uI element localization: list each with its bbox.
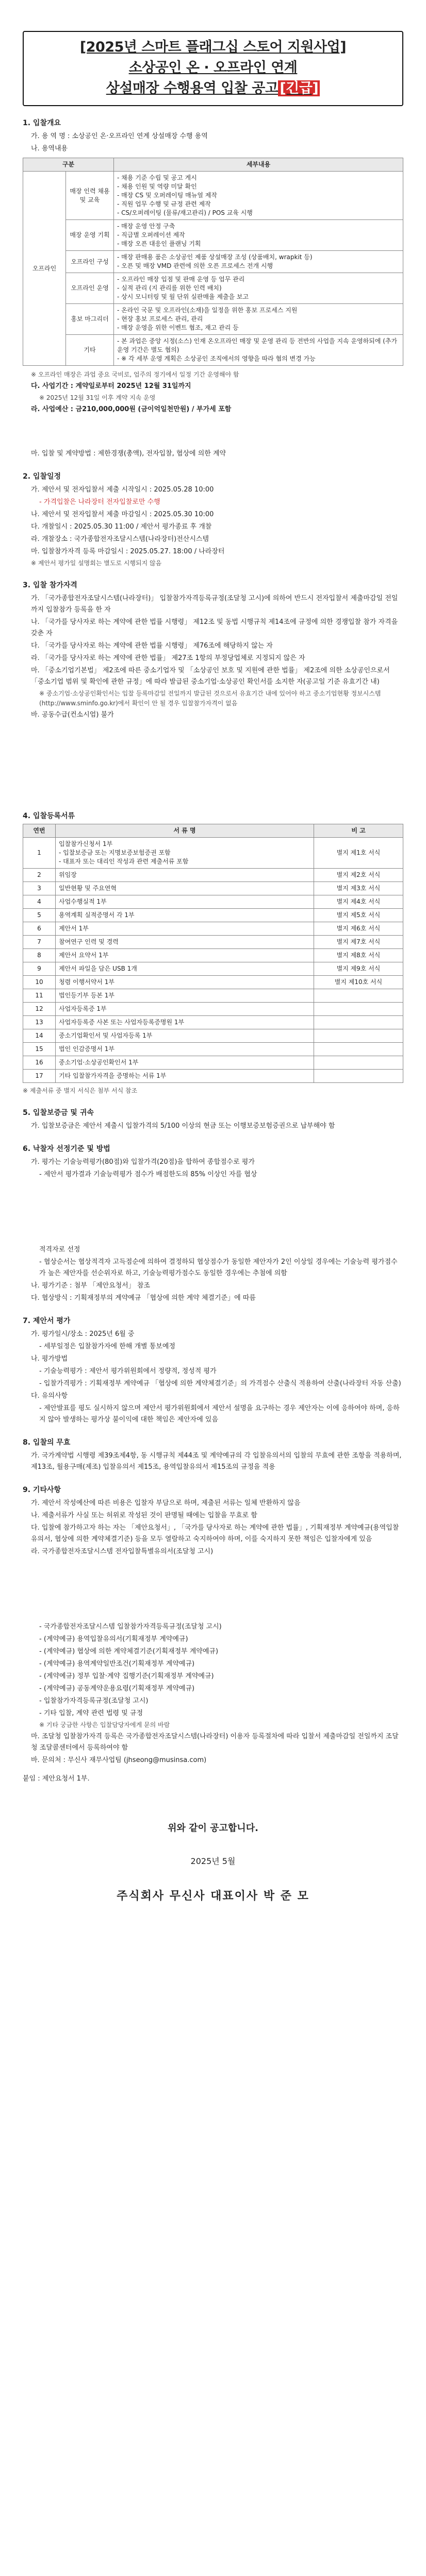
scope-row-detail: - 매장 판매용 품은 소상공인 제품 상설매장 조성 (상품배치, wrapkit 등) - 오픈 및 매장 VMD 관련에 의한 오픈 프로세스 전개 시행	[114, 251, 403, 273]
doc-note: 별지 제3호 서식	[314, 882, 403, 895]
table-row	[23, 1056, 403, 1070]
footer-confirm: 위와 같이 공고합니다.	[168, 1823, 258, 1834]
doc-note	[314, 1029, 403, 1043]
doc-note: 별지 제10호 서식	[314, 976, 403, 989]
doc-no: 9	[23, 962, 56, 976]
doc-name: 용역계획 실적증명서 각 1부	[56, 909, 314, 922]
doc-name: 참여연구 인력 및 경력	[56, 936, 314, 949]
selection-item: 적격자로 선정	[39, 1246, 80, 1253]
reference-item: - (계약예규) 용역계약일반조건(기획재정부 계약예규)	[39, 1660, 195, 1668]
selection-item: 다. 협상방식 : 기획재정부의 계약예규 「협상에 의한 계약 체결기준」에 따름	[31, 1294, 256, 1302]
section-eligibility	[23, 580, 403, 721]
doc-note	[314, 1003, 403, 1016]
doc-no: 1	[23, 838, 56, 869]
title-line-3	[29, 78, 397, 99]
reference-item: - 입찰참가자격등록규정(조달청 고시)	[39, 1697, 149, 1705]
doc-note: 별지 제8호 서식	[314, 949, 403, 962]
doc-no: 4	[23, 895, 56, 909]
doc-name: 사업자등록증 1부	[56, 1003, 314, 1016]
section-misc	[23, 1484, 403, 1557]
table-row	[23, 989, 403, 1003]
doc-note: 별지 제1호 서식	[314, 838, 403, 869]
eligibility-item: 바. 공동수급(컨소시엄) 불가	[31, 711, 114, 719]
misc-item: 다. 입찰에 참가하고자 하는 자는 「제안요청서」, 「국가를 당사자로 하는 계약에 관한 법률」, 기획재정부 계약예규(용역입찰유의서, 협상에 의한 계약체결기준) 등을 모두 열람하고 숙지하여야 하며, 이를 숙지하지 못한 책임은 입찰자에게 있음	[31, 1524, 399, 1543]
doc-no: 16	[23, 1056, 56, 1070]
schedule-item: 마. 입찰참가자격 등록 마감일시 : 2025.05.27. 18:00 / 나라장터	[31, 548, 225, 555]
doc-no: 17	[23, 1070, 56, 1083]
table-row	[23, 1043, 403, 1056]
doc-name: 법인 인감증명서 1부	[56, 1043, 314, 1056]
doc-no: 10	[23, 976, 56, 989]
scope-row-label: 매장 인력 채용 및 교육	[66, 172, 114, 220]
overview-note: ※ 오프라인 매장은 과업 중요 국비로, 업주의 정기에서 일정 기간 운영해야 함	[31, 371, 239, 378]
reference-item: - (계약예규) 용역입찰유의서(기획재정부 계약예규)	[39, 1635, 188, 1643]
scope-row-label: 오프라인 구성	[66, 251, 114, 273]
section-schedule	[23, 471, 403, 568]
section-heading: 3. 입찰 참가자격	[23, 581, 77, 589]
table-row	[23, 1029, 403, 1043]
misc-item: 나. 제출서류가 사실 또는 허위로 작성된 것이 판명될 때에는 입찰을 무효로 함	[31, 1512, 257, 1519]
overview-period: 다. 사업기간 : 계약일로부터 2025년 12월 31일까지	[31, 382, 191, 390]
table-row	[23, 1003, 403, 1016]
table-row	[23, 936, 403, 949]
table-row	[23, 1070, 403, 1083]
selection-item: 가. 평가는 기술능력평가(80점)와 입찰가격(20점)을 합하여 종합점수로 평가	[31, 1158, 255, 1166]
doc-no: 6	[23, 922, 56, 936]
reference-item: - 국가종합전자조달시스템 입찰참가자격등록규정(조달청 고시)	[39, 1623, 222, 1631]
doc-note	[314, 989, 403, 1003]
eligibility-item: 다. 「국가를 당사자로 하는 계약에 관한 법률 시행령」 제76조에 해당하지 않는 자	[31, 642, 273, 650]
reference-item: - (계약예규) 공동계약운용요령(기획재정부 계약예규)	[39, 1685, 195, 1692]
table-row	[23, 869, 403, 882]
reference-item: - (계약예규) 정부 입찰·계약 집행기준(기획재정부 계약예규)	[39, 1672, 214, 1680]
doc-note: 별지 제6호 서식	[314, 922, 403, 936]
evaluation-item: 가. 평가일시/장소 : 2025년 6월 중	[31, 1330, 135, 1338]
invalid-item: 가. 국가계약법 시행령 제39조제4항, 동 시행규칙 제44조 및 계약예규의 각 입찰유의서의 입찰의 무효에 관한 조항을 적용하며, 제13조, 월용구매(제조) 입찰유의서 제15조, 용역입찰유의서 제15조의 규정을 적용	[31, 1452, 402, 1471]
documents-header-name: 서 류 명	[56, 824, 314, 838]
doc-no: 5	[23, 909, 56, 922]
table-row	[23, 962, 403, 976]
doc-note	[314, 1070, 403, 1083]
urgent-badge: [긴급]	[278, 80, 320, 96]
section-heading: 6. 낙찰자 선정기준 및 방법	[23, 1145, 110, 1153]
reference-item: 마. 조달청 입찰참가자격 등록은 국가종합전자조달시스템(나라장터) 이용자 등록절차에 따라 입찰서 제출마감일 전일까지 조달청 조달콜센터에서 등록하여야 함	[31, 1733, 399, 1752]
doc-name: 제안서 요약서 1부	[56, 949, 314, 962]
doc-name: 기타 입찰참가자격을 증명하는 서류 1부	[56, 1070, 314, 1083]
section-overview	[23, 117, 403, 460]
section-selection	[23, 1143, 403, 1304]
doc-note: 별지 제4호 서식	[314, 895, 403, 909]
evaluation-item: 나. 평가방법	[31, 1355, 68, 1363]
documents-note: ※ 제출서류 중 별지 서식은 첨부 서식 참조	[23, 1087, 138, 1094]
scope-row-detail: - 매장 운영 안정 구축 - 직급별 오퍼레이션 제작 - 매장 오픈 대응인 플랜닝 기획	[114, 220, 403, 251]
doc-name: 제안서 1부	[56, 922, 314, 936]
table-row	[23, 976, 403, 989]
deposit-item: 가. 입찰보증금은 제안서 제출시 입찰가격의 5/100 이상의 현금 또는 이행보증보험증권으로 납부해야 함	[31, 1122, 335, 1130]
schedule-item: 나. 제안서 및 전자입찰서 제출 마감일시 : 2025.05.30 10:00	[31, 511, 214, 518]
section-evaluation	[23, 1315, 403, 1426]
doc-no: 14	[23, 1029, 56, 1043]
doc-name: 법인등기부 등본 1부	[56, 989, 314, 1003]
schedule-note: ※ 제안서 평가일 설명회는 별도로 시행되지 않음	[31, 560, 162, 567]
reference-note: ※ 기타 궁금한 사항은 입찰담당자에게 문의 바람	[39, 1721, 170, 1728]
scope-row-label: 매장 운영 기획	[66, 220, 114, 251]
doc-no: 7	[23, 936, 56, 949]
overview-item: 가. 용 역 명 : 소상공인 온·오프라인 연계 상설매장 수행 용역	[31, 132, 208, 140]
doc-name: 입찰참가신청서 1부 - 입찰보증금 또는 지명보증보험증권 포함 - 대표자 또는 대리인 작성과 관련 제출서류 포함	[56, 838, 314, 869]
notice-page	[0, 31, 426, 2576]
section-references	[23, 1621, 403, 1785]
doc-name: 사업수행실적 1부	[56, 895, 314, 909]
doc-no: 11	[23, 989, 56, 1003]
doc-no: 3	[23, 882, 56, 895]
title-box	[23, 31, 403, 106]
scope-row-detail: - 채용 기준 수립 및 공고 게시 - 채용 인원 및 역량 미달 확인 - 매장 CS 및 오퍼레이팅 매뉴얼 제작 - 직원 업무 수행 및 규정 관련 제작 - CS/오퍼레이팅 (물류/재고관리) / POS 교육 시행	[114, 172, 403, 220]
overview-item: 나. 용역내용	[31, 145, 68, 152]
doc-name: 일반현황 및 주요연혁	[56, 882, 314, 895]
eligibility-note: ※ 중소기업·소상공인확인서는 입찰 등록마감일 전일까지 발급된 것으로서 유효기간 내에 있어야 하고 중소기업현황 정보시스템(http://www.sminfo.go.kr)에서 확인이 안 될 경우 입찰참가자격이 없음	[39, 690, 381, 707]
notice-footer	[23, 1821, 403, 1903]
documents-header-no: 연번	[23, 824, 56, 838]
misc-item: 가. 제안서 작성예산에 따른 비용은 입찰자 부담으로 하며, 제출된 서류는 일체 반환하지 않음	[31, 1499, 301, 1507]
documents-header-note: 비 고	[314, 824, 403, 838]
evaluation-item: - 제안발표를 평도 실시하지 않으며 제안서 평가위원회에서 제안서 설명을 요구하는 경우 제안자는 이에 응하여야 하며, 응하지 않아 발생하는 평가상 불이익에 대한 책임은 제안자에 있음	[39, 1404, 400, 1423]
eligibility-item: 라. 「국가를 당사자로 하는 계약에 관한 법률」 제27조 1항의 부정당업체로 지정되지 않은 자	[31, 654, 305, 662]
schedule-item: 라. 개찰장소 : 국가종합전자조달시스템(나라장터)전산시스템	[31, 535, 209, 543]
doc-name: 사업자등록증 사본 또는 사업자등록증명원 1부	[56, 1016, 314, 1029]
doc-note: 별지 제7호 서식	[314, 936, 403, 949]
section-heading: 7. 제안서 평가	[23, 1317, 71, 1325]
eligibility-item: 마. 「중소기업기본법」 제2조에 따른 중소기업자 및 「소상공인 보호 및 지원에 관한 법률」 제2조에 의한 소상공인으로서 「중소기업 범위 및 확인에 관한 규정」에 따라 발급된 중소기업·소상공인 확인서를 소지한 자(공고일 기준 유효기간 내)	[31, 667, 390, 686]
doc-note: 별지 제5호 서식	[314, 909, 403, 922]
section-invalid	[23, 1437, 403, 1473]
section-heading: 8. 입찰의 무효	[23, 1438, 71, 1447]
doc-no: 8	[23, 949, 56, 962]
scope-group-label: 오프라인	[23, 172, 66, 366]
title-line-2: 소상공인 온 · 오프라인 연계	[128, 60, 298, 76]
doc-name: 위임장	[56, 869, 314, 882]
scope-row-label: 홍보 마그리더	[66, 304, 114, 335]
doc-note	[314, 1016, 403, 1029]
section-deposit	[23, 1107, 403, 1132]
doc-name: 중소기업·소상공인확인서 1부	[56, 1056, 314, 1070]
evaluation-item: - 기술능력평가 : 제안서 평가위원회에서 정량적, 정성적 평가	[39, 1367, 217, 1375]
scope-header-detail: 세부내용	[114, 158, 403, 172]
selection-item: - 협상순서는 협상적격자 고득점순에 의하여 결정하되 협상점수가 동일한 제안자가 2인 이상일 경우에는 기술능력 평가점수가 높은 제안자를 선순위자로 하고, 기술능력평가점수도 동일한 경우에는 추첨에 의함	[39, 1258, 398, 1277]
title-line-1: [2025년 스마트 플래그십 스토어 지원사업]	[79, 39, 347, 55]
section-heading: 4. 입찰등록서류	[23, 812, 75, 820]
evaluation-item: - 입찰가격평가 : 기획재정부 계약예규 「협상에 의한 계약체결기준」의 가격점수 산출식 적용하여 산출(나라장터 자동 산출)	[39, 1380, 401, 1387]
doc-note	[314, 1056, 403, 1070]
scope-table	[23, 158, 403, 366]
evaluation-item: - 세부일정은 입찰참가자에 한해 개별 통보예정	[39, 1343, 175, 1350]
doc-no: 13	[23, 1016, 56, 1029]
footer-corporation: 주식회사 무신사 대표이사 박 준 모	[117, 1890, 309, 1903]
title-main: 상설매장 수행용역 입찰 공고	[106, 80, 278, 96]
documents-table	[23, 824, 403, 1083]
overview-contract: 마. 입찰 및 계약방법 : 제한경쟁(총액), 전자입찰, 협상에 의한 계약	[31, 450, 226, 457]
table-row	[23, 1016, 403, 1029]
evaluation-item: 다. 유의사항	[31, 1392, 68, 1400]
scope-row-label: 오프라인 운영	[66, 273, 114, 304]
doc-note: 별지 제2호 서식	[314, 869, 403, 882]
overview-budget: 라. 사업예산 : 금210,000,000원 (금이억일천만원) / 부가세 포함	[31, 405, 232, 413]
section-heading: 5. 입찰보증금 및 귀속	[23, 1109, 94, 1117]
attachment-note: 붙임 : 제안요청서 1부.	[23, 1775, 90, 1783]
schedule-item: - 가격입찰은 나라장터 전자입찰로만 수행	[39, 498, 160, 506]
doc-name: 청렴 이행서약서 1부	[56, 976, 314, 989]
table-row	[23, 882, 403, 895]
doc-no: 2	[23, 869, 56, 882]
doc-no: 12	[23, 1003, 56, 1016]
section-heading: 9. 기타사항	[23, 1486, 61, 1494]
table-row	[23, 838, 403, 869]
reference-item: - (계약예규) 협상에 의한 계약체결기준(기획재정부 계약예규)	[39, 1648, 219, 1655]
schedule-item: 가. 제안서 및 전자입찰서 제출 시작일시 : 2025.05.28 10:00	[31, 486, 214, 494]
scope-row-detail: - 본 과업은 중앙 시정(소스) 인재 온오프라인 매장 및 운영 관리 등 전반의 사업을 지속 운영하되에 (추가 운영 기간은 별도 협의) - ※ 각 세부 운영 계획은 소상공인 조직에서의 영향을 따라 협의 변경 가능	[114, 335, 403, 366]
section-heading: 1. 입찰개요	[23, 119, 61, 127]
scope-row-detail: - 오프라인 매장 입점 및 판매 운영 등 업무 관리 - 실적 관리 (지 관리를 위한 인력 배치) - 상시 모니터링 및 월 단위 실판매율 제출을 보고	[114, 273, 403, 304]
scope-header-category: 구분	[23, 158, 114, 172]
doc-note: 별지 제9호 서식	[314, 962, 403, 976]
selection-item: 나. 평가기준 : 첨부 「제안요청서」 참조	[31, 1282, 150, 1290]
section-documents	[23, 810, 403, 1096]
doc-name: 중소기업확인서 및 사업자등록 1부	[56, 1029, 314, 1043]
eligibility-item: 가. 「국가종합전자조달시스템(나라장터)」 입찰참가자격등록규정(조달청 고시)에 의하여 반드시 전자입찰서 제출마감일 전일까지 입찰참가 등록을 한 자	[31, 595, 398, 614]
overview-note: ※ 2025년 12월 31일 이후 계약 지속 운영	[39, 394, 156, 401]
table-row	[23, 909, 403, 922]
selection-item: - 제안서 평가결과 기술능력평가 점수가 배점한도의 85% 이상인 자를 협상	[39, 1171, 257, 1178]
table-row	[23, 922, 403, 936]
eligibility-item: 나. 「국가를 당사자로 하는 계약에 관한 법률 시행령」 제12조 및 동법 시행규칙 제14조에 규정에 의한 경쟁입찰 참가 자격을 갖춘 자	[31, 618, 398, 637]
table-row	[23, 949, 403, 962]
scope-row-label: 기타	[66, 335, 114, 366]
doc-note	[314, 1043, 403, 1056]
section-heading: 2. 입찰일정	[23, 472, 61, 481]
scope-row-detail: - 온라인 국문 및 오프라인(소재)을 일정을 위한 홍보 프로세스 지원 - 현장 홍보 프로세스 관리, 관리 - 매장 운영을 위한 이벤트 협조, 재고 관리 등	[114, 304, 403, 335]
footer-date: 2025년 5월	[190, 1856, 236, 1866]
table-row	[23, 895, 403, 909]
reference-item: - 기타 입찰, 계약 관련 법령 및 규정	[39, 1709, 143, 1717]
contact-item: 바. 문의처 : 무신사 재무사업팀 (jhseong@musinsa.com)	[31, 1756, 207, 1764]
misc-item: 라. 국가종합전자조달시스템 전자입찰특별유의서(조달청 고시)	[31, 1548, 214, 1555]
doc-name: 제안서 파일을 담은 USB 1개	[56, 962, 314, 976]
doc-no: 15	[23, 1043, 56, 1056]
schedule-item: 다. 개찰일시 : 2025.05.30 11:00 / 제안서 평가종료 후 개찰	[31, 523, 212, 531]
